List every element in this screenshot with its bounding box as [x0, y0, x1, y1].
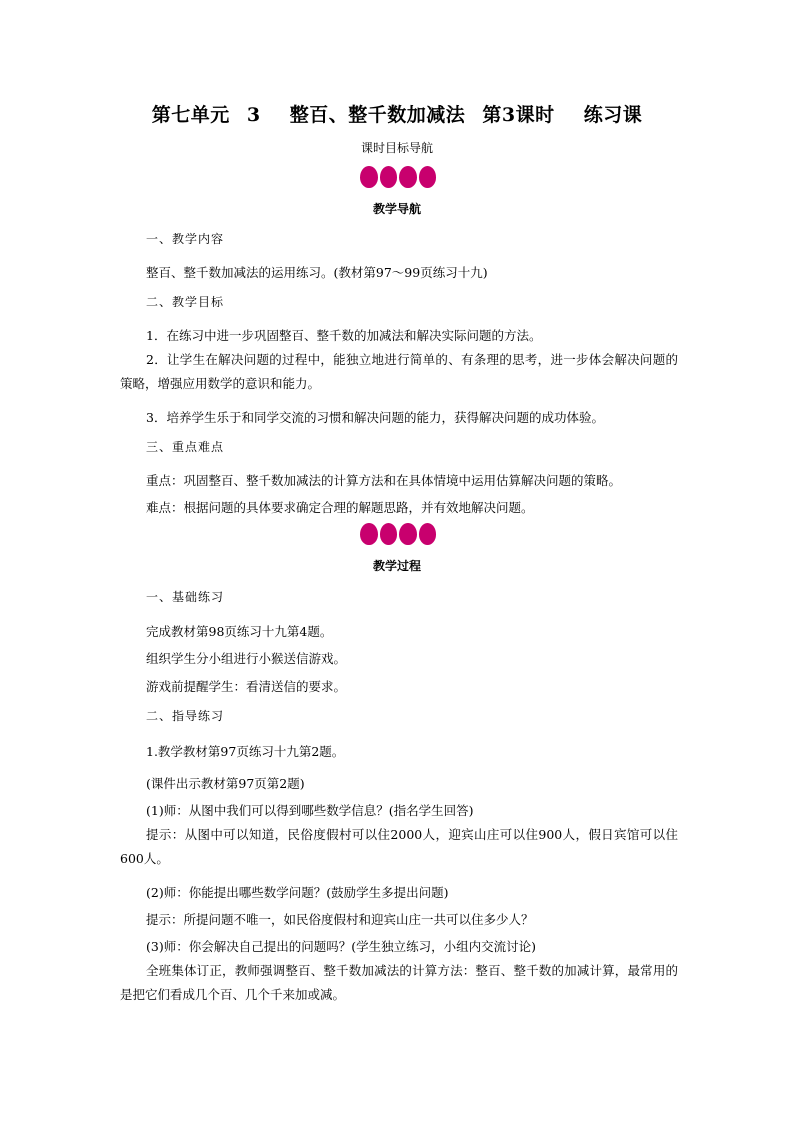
dot-icon [360, 523, 378, 545]
dot-icon [419, 166, 437, 188]
dot-icon [360, 166, 378, 188]
goal-2: 2．让学生在解决问题的过程中，能独立地进行简单的、有条理的思考，进一步体会解决问题的策略，增强应用数学的意识和能力。 [120, 352, 678, 391]
heading-key-points: 三、重点难点 [146, 440, 225, 454]
dot-icon [399, 523, 417, 545]
heading-guided-practice: 二、指导练习 [146, 709, 225, 723]
process-line-5: (课件出示教材第97页第2题) [146, 776, 305, 791]
teaching-content: 整百、整千数加减法的运用练习。(教材第97～99页练习十九) [146, 265, 488, 280]
process-line-9: 提示：所提问题不唯一，如民俗度假村和迎宾山庄一共可以住多少人？ [146, 912, 534, 927]
process-line-8: (2)师：你能提出哪些数学问题？(鼓励学生多提出问题) [146, 885, 449, 900]
dot-icon [399, 166, 417, 188]
process-line-2: 组织学生分小组进行小猴送信游戏。 [146, 651, 347, 666]
decorative-dots-2 [360, 523, 436, 545]
title-lesson: 第3课时 [482, 104, 555, 126]
goal-1: 1．在练习中进一步巩固整百、整千数的加减法和解决实际问题的方法。 [146, 328, 542, 343]
heading-goals: 二、教学目标 [146, 295, 225, 309]
process-line-4: 1.教学教材第97页练习十九第2题。 [146, 744, 345, 759]
title-topic: 整百、整千数加减法 [289, 104, 466, 126]
nav-label: 课时目标导航 [360, 141, 433, 155]
key-point: 重点：巩固整百、整千数加减法的计算方法和在具体情境中运用估算解决问题的策略。 [146, 473, 622, 488]
heading-content: 一、教学内容 [146, 232, 225, 246]
dot-icon [380, 523, 398, 545]
process-line-1: 完成教材第98页练习十九第4题。 [146, 624, 333, 639]
dot-icon [419, 523, 437, 545]
dot-icon [380, 166, 398, 188]
heading-basic-practice: 一、基础练习 [146, 590, 225, 604]
difficulty-point: 难点：根据问题的具体要求确定合理的解题思路，并有效地解决问题。 [146, 500, 534, 515]
process-line-7: 提示：从图中可以知道，民俗度假村可以住2000人，迎宾山庄可以住900人，假日宾馆可以住600人。 [120, 827, 678, 866]
page-title [0, 100, 794, 127]
title-type: 练习课 [583, 104, 643, 126]
title-unit: 第七单元 [151, 104, 230, 126]
section-label-navigation: 教学导航 [372, 202, 421, 216]
decorative-dots-1 [360, 166, 436, 188]
process-line-11: 全班集体订正，教师强调整百、整千数加减法的计算方法：整百、整千数的加减计算，最常用的是把它们看成几个百、几个千来加或减。 [120, 963, 678, 1002]
process-line-3: 游戏前提醒学生：看清送信的要求。 [146, 679, 347, 694]
section-label-process: 教学过程 [372, 559, 421, 573]
title-number: 3 [246, 104, 261, 126]
process-line-6: (1)师：从图中我们可以得到哪些数学信息？(指名学生回答) [146, 803, 474, 818]
process-line-10: (3)师：你会解决自己提出的问题吗？(学生独立练习，小组内交流讨论) [146, 939, 536, 954]
goal-3: 3．培养学生乐于和同学交流的习惯和解决问题的能力，获得解决问题的成功体验。 [146, 410, 604, 425]
